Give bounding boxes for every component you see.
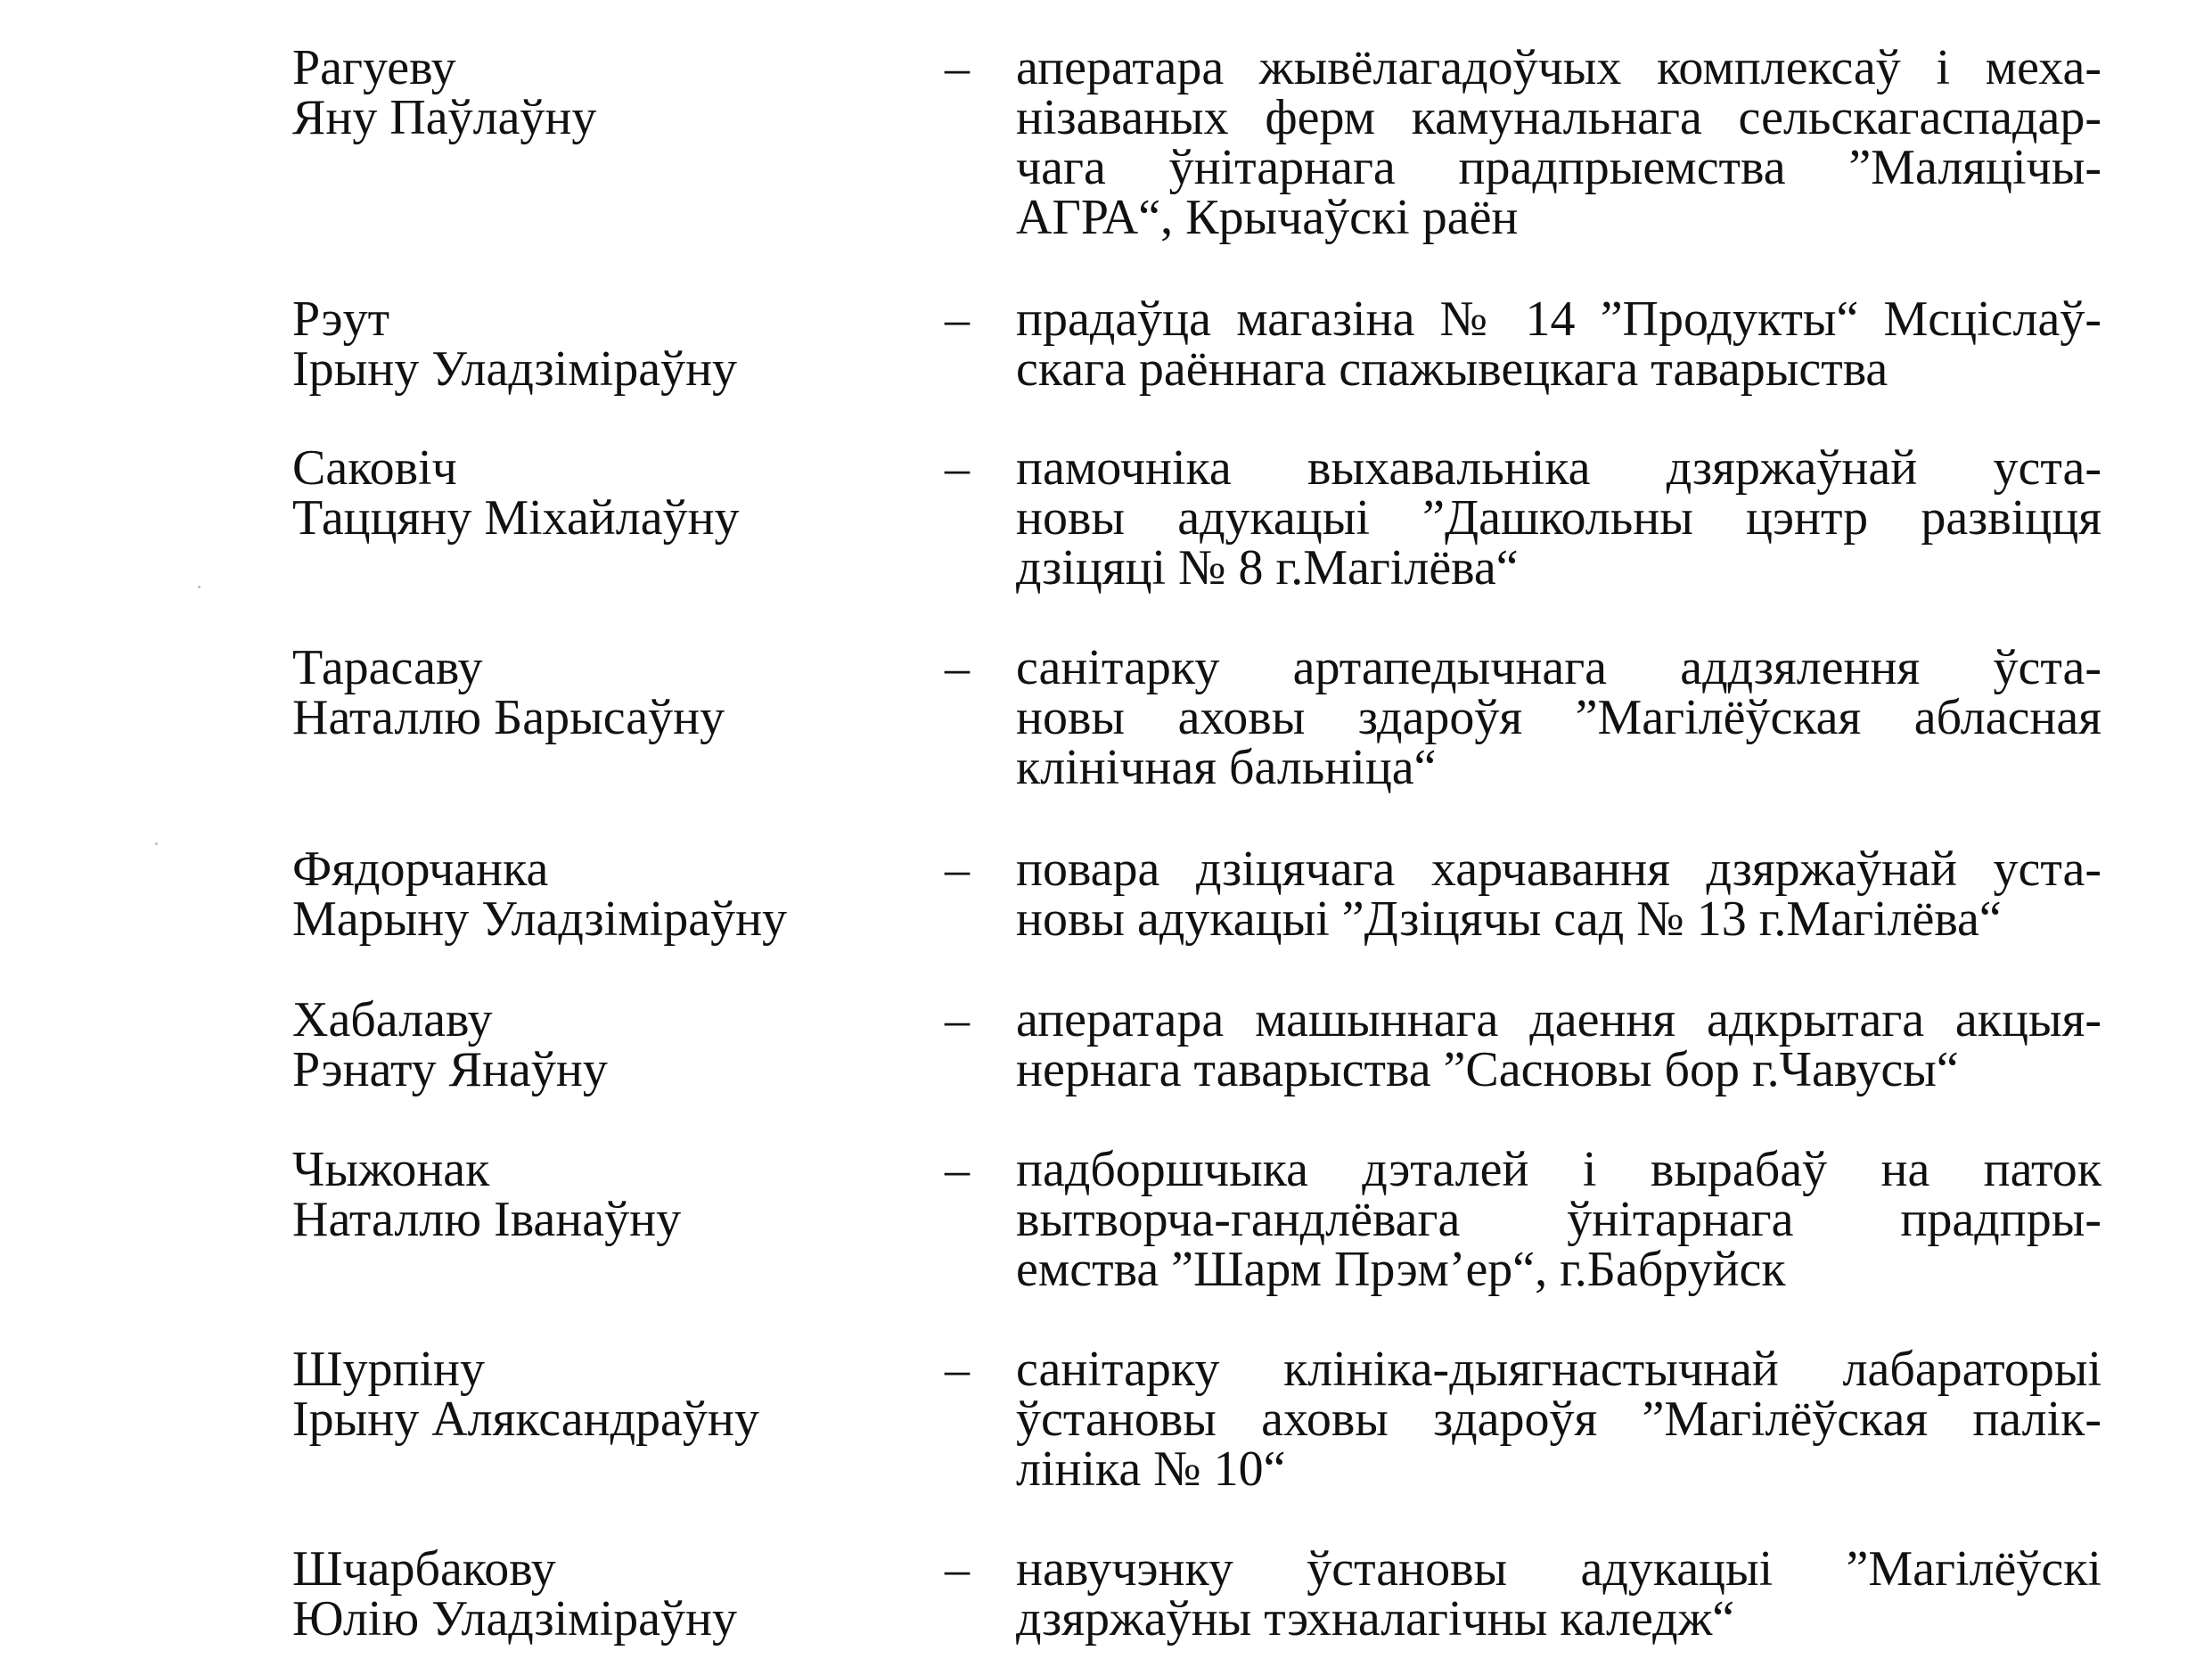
description-line: памочніка выхавальніка дзяржаўнай уста-	[1016, 440, 2101, 496]
given-names: Таццяну Міхайлаўну	[292, 490, 740, 546]
given-names: Наталлю Барысаўну	[292, 690, 725, 745]
given-names: Яну Паўлаўну	[292, 90, 597, 145]
position-description	[1016, 1342, 2101, 1497]
dash-separator: –	[945, 1142, 970, 1197]
person-name	[292, 1142, 916, 1247]
description-line: аператара жывёлагадоўчых комплексаў і меха-	[1016, 40, 2101, 95]
position-description	[1016, 292, 2101, 397]
description-line: дзяржаўны тэхналагічны каледж“	[1016, 1591, 1735, 1646]
surname: Хабалаву	[292, 992, 493, 1047]
dash-separator: –	[945, 1541, 970, 1597]
description-line: дзіцяці № 8 г.Магілёва“	[1016, 540, 1519, 595]
given-names: Марыну Уладзіміраўну	[292, 891, 788, 947]
description-line: чага ўнітарнага прадпрыемства ”Маляцічы-	[1016, 140, 2101, 195]
position-description	[1016, 640, 2101, 795]
given-names: Ірыну Аляксандраўну	[292, 1392, 759, 1447]
surname: Тарасаву	[292, 640, 483, 695]
dash-separator: –	[945, 440, 970, 496]
given-names: Ірыну Уладзіміраўну	[292, 341, 738, 397]
description-line: аператара машыннага даення адкрытага акцыя-	[1016, 992, 2101, 1047]
description-line: прадаўца магазіна № 14 ”Продукты“ Мсціслаў-	[1016, 292, 2101, 347]
person-name	[292, 992, 916, 1097]
person-name	[292, 640, 916, 745]
person-name	[292, 842, 916, 947]
position-description	[1016, 440, 2101, 595]
person-name	[292, 40, 916, 145]
description-line: новы адукацыі ”Дашкольны цэнтр развіцця	[1016, 490, 2101, 546]
position-description	[1016, 1142, 2101, 1297]
description-line: навучэнку ўстановы адукацыі ”Магілёўскі	[1016, 1541, 2101, 1597]
description-line: вытворча-гандлёвага ўнітарнага прадпры-	[1016, 1192, 2101, 1247]
description-line: повара дзіцячага харчавання дзяржаўнай уста-	[1016, 842, 2101, 897]
description-line: падборшчыка дэталей і вырабаў на паток	[1016, 1142, 2101, 1197]
surname: Саковіч	[292, 440, 457, 496]
description-line: клінічная бальніца“	[1016, 740, 1437, 795]
person-name	[292, 292, 916, 397]
person-name	[292, 440, 916, 546]
surname: Чыжонак	[292, 1142, 490, 1197]
given-names: Юлію Уладзіміраўну	[292, 1591, 737, 1646]
position-description	[1016, 40, 2101, 245]
description-line: нізаваных ферм камунальнага сельскагаспадар-	[1016, 90, 2101, 145]
description-line: новы аховы здароўя ”Магілёўская абласная	[1016, 690, 2101, 745]
dash-separator: –	[945, 992, 970, 1047]
description-line: емства ”Шарм Прэм’ер“, г.Бабруйск	[1016, 1242, 1786, 1297]
description-line: АГРА“, Крычаўскі раён	[1016, 190, 1519, 245]
description-line: лініка № 10“	[1016, 1441, 1286, 1497]
surname: Шурпіну	[292, 1342, 485, 1397]
dash-separator: –	[945, 1342, 970, 1397]
description-line: нернага таварыства ”Сасновы бор г.Чавусы“	[1016, 1042, 1959, 1097]
dash-separator: –	[945, 842, 970, 897]
dash-separator: –	[945, 40, 970, 95]
scan-speck	[198, 586, 201, 588]
position-description	[1016, 1541, 2101, 1646]
dash-separator: –	[945, 640, 970, 695]
description-line: санітарку артапедычнага аддзялення ўста-	[1016, 640, 2101, 695]
surname: Рэут	[292, 292, 390, 347]
surname: Шчарбакову	[292, 1541, 556, 1597]
position-description	[1016, 992, 2101, 1097]
person-name	[292, 1541, 916, 1646]
given-names: Рэнату Янаўну	[292, 1042, 608, 1097]
description-line: скага раённага спажывецкага таварыства	[1016, 341, 1888, 397]
description-line: санітарку клініка-дыягнастычнай лабараторыі	[1016, 1342, 2101, 1397]
dash-separator: –	[945, 292, 970, 347]
description-line: новы адукацыі ”Дзіцячы сад № 13 г.Магілёва“	[1016, 891, 2002, 947]
scan-speck	[155, 842, 158, 845]
surname: Рагуеву	[292, 40, 456, 95]
person-name	[292, 1342, 916, 1447]
description-line: ўстановы аховы здароўя ”Магілёўская палік-	[1016, 1392, 2101, 1447]
surname: Фядорчанка	[292, 842, 549, 897]
position-description	[1016, 842, 2101, 947]
given-names: Наталлю Іванаўну	[292, 1192, 682, 1247]
